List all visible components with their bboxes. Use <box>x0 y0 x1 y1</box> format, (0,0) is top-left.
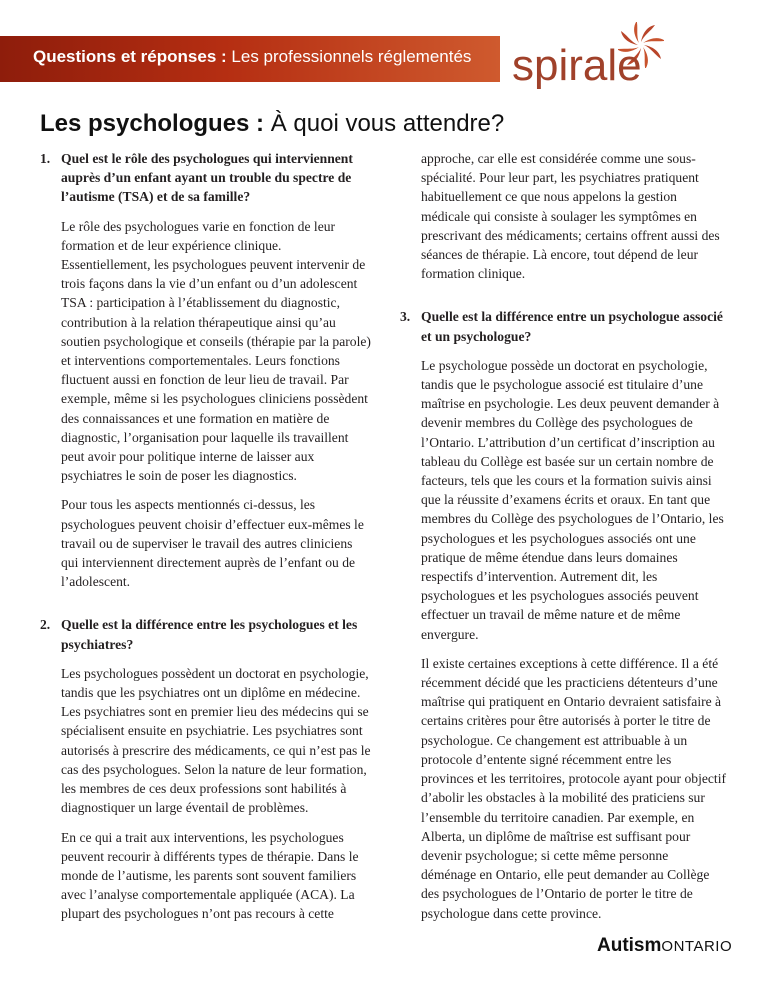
question-2-number: 2. <box>40 617 51 633</box>
answer-1-paragraph-1: Le rôle des psychologues varie en fonction de leur formation et de leur expérience clinique. Essentiellement, les psychologues peuvent intervenir de trois façons dans la vie d’un enfant ou d’un adolescent TSA : participation à l’établissement du diagnostic, contribution à la relation thérapeutique ainsi qu’au soutien psychologique et conseils (thérapie par la parole) et interventions comportementales. Leurs fonctions fluctuent aussi en fonction de leur lieu de travail. Par exemple, même si les psychologues cliniciens possèdent des connaissances et une formation en matière de diagnostic, l’organisation pour laquelle ils travaillent peut avoir pour politique interne de laisser aux psychiatres le soin de poser les diagnostics. <box>61 218 371 484</box>
logo-ontario: ONTARIO <box>661 938 733 955</box>
answer-1-paragraph-2: Pour tous les aspects mentionnés ci-dessus, les psychologues peuvent choisir d’effectuer eux-mêmes le travail ou de superviser le travail des autres cliniciens qui interviennent directement auprès de l’enfant ou de l’adolescent. <box>61 497 364 590</box>
spirale-logo-text: spirale <box>512 41 642 90</box>
title-sub: À quoi vous attendre? <box>270 110 505 137</box>
question-2-text: Quelle est la différence entre les psychologues et les psychiatres? <box>61 617 358 652</box>
question-1-number: 1. <box>40 151 51 166</box>
answer-2-paragraph-1: Les psychologues possèdent un doctorat en psychologie, tandis que les psychiatres ont un diplôme en médecine. Les psychiatres sont en premier lieu des médecins qui se spécialisent ensuite en psychiatrie. Les psychiatres sont autorisés à prescrire des médicaments, ce qui n’est pas le cas des psychologues. Selon la nature de leur formation, les membres de ces deux professions sont habilités à diagnostiquer un large éventail de problèmes. <box>61 665 371 816</box>
right-column <box>400 149 726 933</box>
page-title <box>40 110 504 138</box>
answer-2-paragraph-2: En ce qui a trait aux interventions, les psychologues peuvent recourir à différents types de thérapie. Dans le monde de l’autisme, les parents sont souvent familiers avec l’analyse comportementale appliquée (ACA). La plupart des psychologues n’ont pas recours à cette <box>61 829 359 922</box>
question-1-text: Quel est le rôle des psychologues qui interviennent auprès d’un enfant ayant un trouble du spectre de l’autisme (TSA) et de sa famille? <box>61 151 353 205</box>
question-2 <box>40 615 372 653</box>
series-label: Questions et réponses : <box>33 47 227 66</box>
left-column <box>40 149 372 934</box>
banner-title <box>33 47 471 67</box>
answer-3-paragraph-1: Le psychologue possède un doctorat en psychologie, tandis que le psychologue associé est titulaire d’une maîtrise en psychologie. Les deux peuvent demander à devenir membres du Collège des psychologues de l’Ontario. L’attribution d’un certificat d’inscription au tableau du Collège est basée sur un certain nombre de facteurs, tels que les cours et la formation suivis ainsi que la réussite d’examens écrits et oraux. En tant que membres du Collège des psychologues de l’Ontario, les psychologues et les psychologues associés ont une pratique de même étendue dans leurs domaines respectifs d’intervention. Autrement dit, les psychologues et les psychologues associés peuvent effectuer un travail de même nature et de même envergure. <box>421 357 724 642</box>
question-3-number: 3. <box>400 309 411 325</box>
title-main: Les psychologues : <box>40 110 265 137</box>
answer-2-paragraph-2-continued: approche, car elle est considérée comme une sous-spécialité. Pour leur part, les psychiatres pratiquent habituellement ce que nous appelons la gestion médicale qui consiste à soulager les symptômes en prescrivant des médicaments; certains offrent aussi des séances de thérapie. Là encore, tout dépend de leur formation clinique. <box>421 151 720 282</box>
logo-autism: Autism <box>597 935 662 956</box>
answer-3-paragraph-2: Il existe certaines exceptions à cette différence. Il a été récemment décidé que les practiciens détenteurs d’une maîtrise qui pratiquent en Ontario devraient satisfaire à certains critères pour être autorisés à porter le titre de psychologue. Ce changement est attribuable à un protocole d’entente signé récemment entre les provinces et les territoires, protocole ayant pour objectif d’abolir les obstacles à la mobilité des praticiens sur l’ensemble du territoire canadien. Par exemple, en Alberta, un diplôme de maîtrise est suffisant pour devenir psychologue; si cette même personne déménage en Ontario, elle peut demander au Collège des psychologues de l’Ontario de porter le titre de psychologue dans cette province. <box>421 655 726 921</box>
header-banner <box>0 36 500 82</box>
autism-ontario-logo <box>597 935 732 957</box>
question-3-text: Quelle est la différence entre un psychologue associé et un psychologue? <box>421 309 723 344</box>
question-1 <box>40 149 372 207</box>
series-subtitle: Les professionnels réglementés <box>231 47 472 66</box>
question-3 <box>400 307 726 345</box>
